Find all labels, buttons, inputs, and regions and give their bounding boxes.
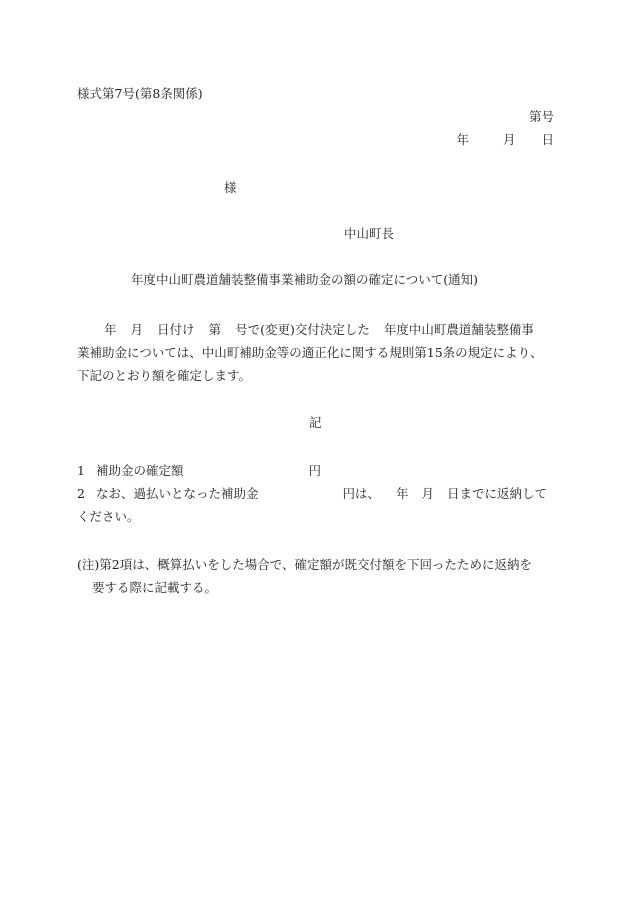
body-line-2: 業補助金については、中山町補助金等の適正化に関する規則第15条の規定により、: [77, 345, 543, 360]
date-month-label: 月: [502, 132, 516, 147]
body-line-1: [77, 318, 555, 341]
item-1: [77, 461, 321, 479]
item-1-unit: 円: [308, 463, 321, 478]
note-line-2: 要する際に記載する。: [92, 580, 218, 595]
addressee-suffix: 様: [224, 180, 237, 195]
item-2-number: 2: [77, 486, 85, 501]
item-2-mid: 円は、: [342, 486, 380, 501]
sender-name: 中山町長: [344, 226, 395, 241]
body-paragraph: [77, 318, 555, 387]
date-year-label: 年: [456, 132, 469, 147]
item-2-label: なお、過払いとなった補助金: [95, 486, 259, 501]
item-2-day-text: 日までに返納して: [447, 486, 548, 501]
body-line-3: 下記のとおり額を確定します。: [77, 368, 252, 383]
item-2-month-label: 月: [421, 486, 435, 501]
item-1-label: 補助金の確定額: [95, 463, 184, 478]
item-2-year-label: 年: [395, 486, 409, 501]
issue-date-line: [456, 130, 554, 148]
body-decision-text: 号で(変更)交付決定した: [235, 322, 370, 337]
note-line-1: (注)第2項は、概算払いをした場合で、確定額が既交付額を下回ったために返納を: [77, 557, 532, 572]
form-label: 様式第7号(第8条関係): [77, 86, 203, 101]
document-number-label: 第号: [528, 109, 554, 124]
date-day-label: 日: [541, 132, 554, 147]
body-year-label: 年: [104, 322, 117, 337]
record-heading: 記: [309, 415, 322, 430]
item-2: [77, 484, 547, 502]
item-1-number: 1: [77, 463, 85, 478]
document-subject: 年度中山町農道舗装整備事業補助金の額の確定について(通知): [131, 272, 479, 287]
body-project-text: 年度中山町農道舗装整備事: [383, 322, 534, 337]
body-month-label: 月: [130, 322, 144, 337]
item-2-continuation: ください。: [77, 509, 140, 524]
body-day-label: 日付け: [157, 322, 195, 337]
body-number-prefix: 第: [208, 322, 222, 337]
